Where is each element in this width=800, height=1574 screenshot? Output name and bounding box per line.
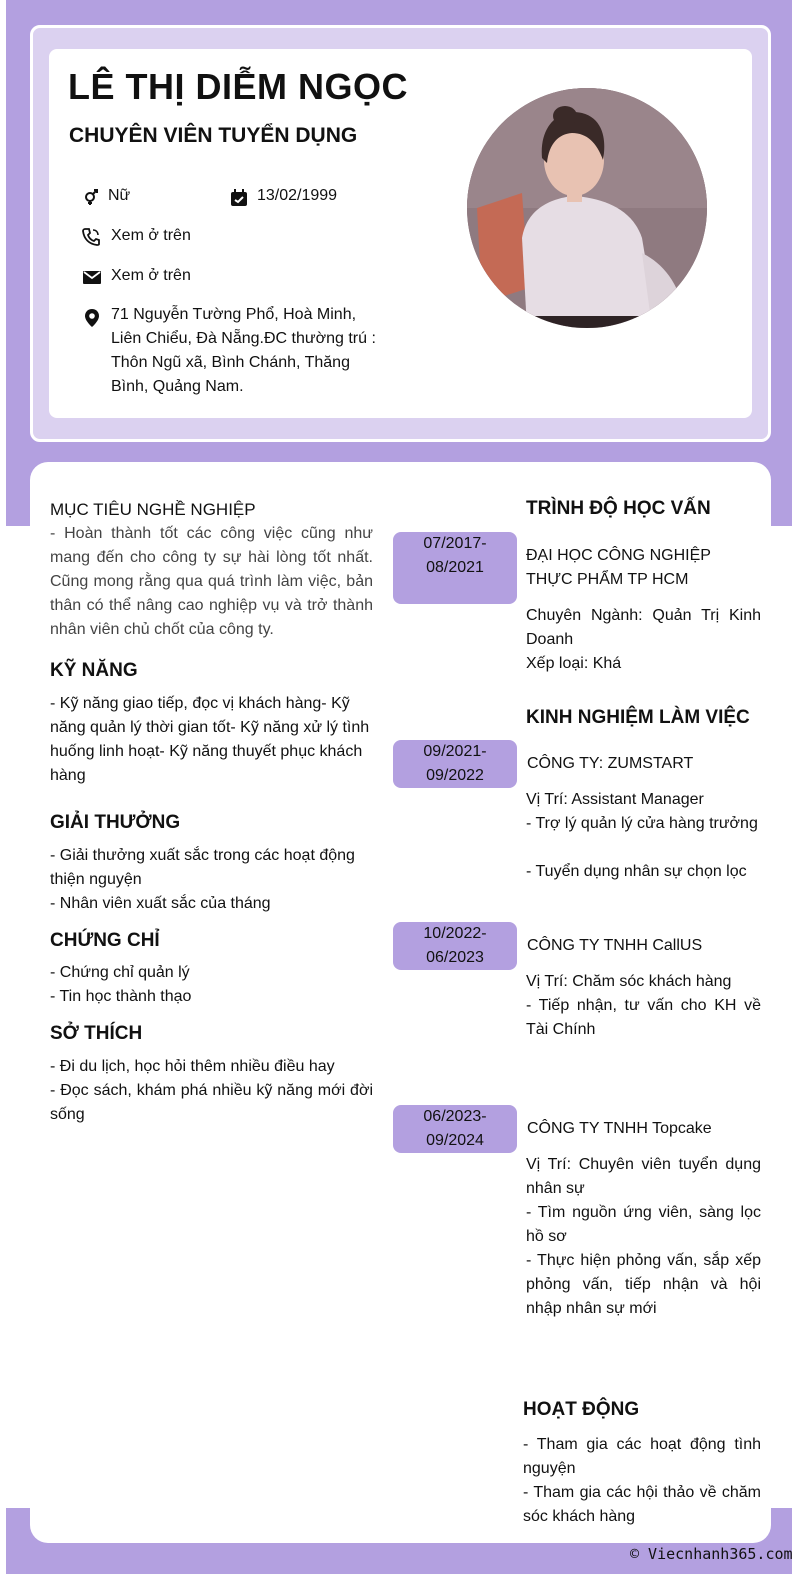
education-date-badge: 07/2017- 08/2021 (393, 532, 517, 604)
education-grade: Xếp loại: Khá (526, 655, 622, 672)
job-detail: - Tiếp nhận, tư vấn cho KH về Tài Chính (526, 997, 761, 1038)
job-date-badge: 06/2023- 09/2024 (393, 1105, 517, 1153)
phone-icon (82, 228, 100, 246)
job-detail: - Tìm nguồn ứng viên, sàng lọc hồ sơ (526, 1204, 761, 1245)
calendar-icon (230, 189, 248, 207)
job-detail: - Trợ lý quản lý cửa hàng trưởng (526, 815, 758, 832)
job-company: CÔNG TY: ZUMSTART (527, 755, 694, 772)
birthday-value: 13/02/1999 (257, 187, 338, 204)
job-detail: Vị Trí: Assistant Manager (526, 791, 704, 808)
email-icon (83, 268, 101, 286)
footer-copyright: © Viecnhanh365.com (630, 1545, 793, 1563)
job-detail: Vị Trí: Chuyên viên tuyển dụng nhân sự (526, 1156, 761, 1197)
hobbies-title: SỞ THÍCH (50, 1023, 143, 1044)
objective-text: - Hoàn thành tốt các công việc cũng như mang đến cho công ty sự hài lòng tốt nhất. Cũng mong rằng qua quá trình làm việc, bản thân có thể nâng cao nghiệp vụ và trở thành nhân viên chủ chốt của công ty. (50, 525, 373, 638)
location-pin-icon (83, 309, 101, 327)
email-value: Xem ở trên (111, 267, 191, 284)
objective-title: MỤC TIÊU NGHỀ NGHIỆP (50, 500, 256, 519)
awards-item: - Giải thưởng xuất sắc trong các hoạt động thiện nguyện (50, 847, 355, 888)
candidate-name: LÊ THỊ DIỄM NGỌC (68, 66, 408, 107)
gender-value: Nữ (108, 187, 131, 204)
phone-value: Xem ở trên (111, 227, 191, 244)
activity-item: - Tham gia các hội thảo về chăm sóc khách hàng (523, 1484, 761, 1525)
awards-item: - Nhân viên xuất sắc của tháng (50, 895, 271, 912)
activities-title: HOẠT ĐỘNG (523, 1399, 640, 1420)
avatar (467, 88, 707, 328)
address-value: 71 Nguyễn Tường Phổ, Hoà Minh, Liên Chiểu, Đà Nẵng.ĐC thường trú : Thôn Ngũ xã, Bình Chánh, Thăng Bình, Quảng Nam. (111, 306, 376, 395)
certificate-item: - Chứng chỉ quản lý (50, 964, 190, 981)
hobby-item: - Đi du lịch, học hỏi thêm nhiều điều hay (50, 1058, 335, 1075)
education-title: TRÌNH ĐỘ HỌC VẤN (526, 498, 711, 519)
job-company: CÔNG TY TNHH CallUS (527, 937, 703, 954)
candidate-position: CHUYÊN VIÊN TUYỂN DỤNG (69, 124, 358, 147)
job-detail: Vị Trí: Chăm sóc khách hàng (526, 973, 732, 990)
certificate-item: - Tin học thành thạo (50, 988, 192, 1005)
education-school: ĐẠI HỌC CÔNG NGHIỆP THỰC PHẨM TP HCM (526, 547, 711, 588)
job-date-badge: 09/2021- 09/2022 (393, 740, 517, 788)
job-date-badge: 10/2022- 06/2023 (393, 922, 517, 970)
education-major: Chuyên Ngành: Quản Trị Kinh Doanh (526, 607, 761, 648)
awards-title: GIẢI THƯỞNG (50, 812, 181, 833)
hobby-item: - Đọc sách, khám phá nhiều kỹ năng mới đời sống (50, 1082, 373, 1123)
job-detail: - Tuyển dụng nhân sự chọn lọc (526, 863, 747, 880)
activity-item: - Tham gia các hoạt động tình nguyện (523, 1436, 761, 1477)
skills-text: - Kỹ năng giao tiếp, đọc vị khách hàng- Kỹ năng quản lý thời gian tốt- Kỹ năng xử lý tình huống linh hoạt- Kỹ năng thuyết phục khách hàng (50, 695, 370, 784)
job-detail: - Thực hiện phỏng vấn, sắp xếp phỏng vấn, tiếp nhận và hội nhập nhân sự mới (526, 1252, 761, 1317)
certificates-title: CHỨNG CHỈ (50, 930, 160, 951)
gender-icon (82, 188, 100, 206)
skills-title: KỸ NĂNG (50, 660, 138, 681)
job-company: CÔNG TY TNHH Topcake (527, 1120, 712, 1137)
experience-title: KINH NGHIỆM LÀM VIỆC (526, 707, 750, 728)
